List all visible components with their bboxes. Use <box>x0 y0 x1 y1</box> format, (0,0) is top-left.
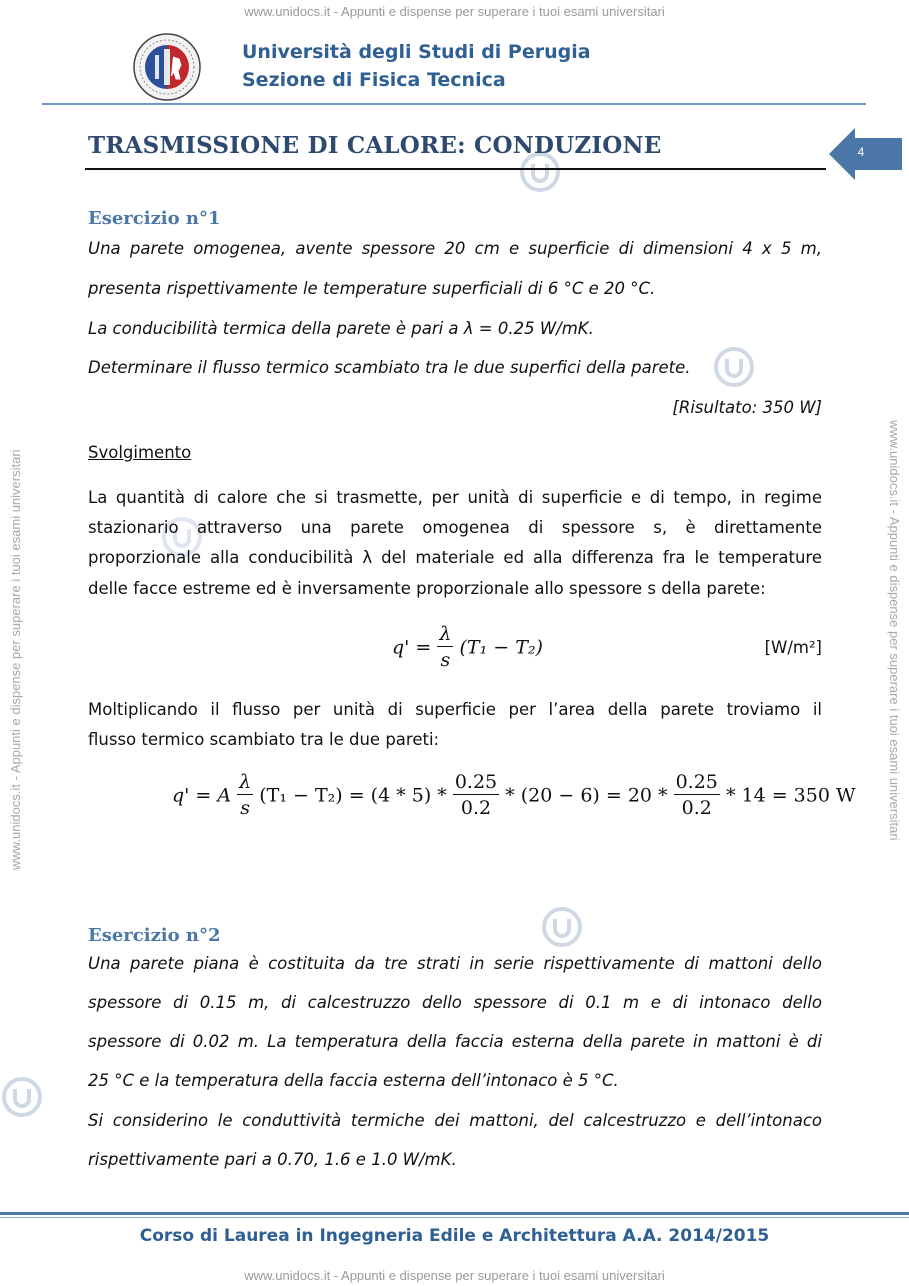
exercise2-line: rispettivamente pari a 0.70, 1.6 e 1.0 W/mK. <box>88 1150 457 1169</box>
page-title: TRASMISSIONE DI CALORE: CONDUZIONE <box>88 132 662 159</box>
page-number: 4 <box>857 145 865 159</box>
paragraph-line: stazionario attraverso una parete omogenea di spessore s, è direttamente <box>88 518 822 537</box>
exercise1-line: presenta rispettivamente le temperature superficiali di 6 °C e 20 °C. <box>88 279 656 298</box>
university-header <box>242 38 591 94</box>
watermark-logo-icon <box>540 905 584 949</box>
exercise2-line: spessore di 0.02 m. La temperatura della faccia esterna della parete in mattoni è di <box>88 1032 822 1051</box>
course-footer: Corso di Laurea in Ingegneria Edile e Architettura A.A. 2014/2015 <box>139 1226 770 1246</box>
paragraph-line: delle facce estreme ed è inversamente proporzionale allo spessore s della parete: <box>88 579 766 598</box>
exercise2-heading: Esercizio n°2 <box>88 925 221 946</box>
formula-heat-flux: q' = $\frac{\lambda}{s}$ (T₁ − T₂) <box>392 623 543 671</box>
watermark-bottom: www.unidocs.it - Appunti e dispense per superare i tuoi esami universitari <box>244 1268 665 1283</box>
exercise2-line: Si considerino le conduttività termiche dei mattoni, del calcestruzzo e dell’intonaco <box>88 1111 822 1130</box>
paragraph-line: proporzionale alla conducibilità λ del materiale ed alla differenza fra le temperature <box>88 548 822 567</box>
footer-rule-thin <box>0 1217 909 1218</box>
exercise1-heading: Esercizio n°1 <box>88 208 221 229</box>
paragraph-line: flusso termico scambiato tra le due pareti: <box>88 730 440 749</box>
exercise1-result: [Risultato: 350 W] <box>672 398 822 417</box>
exercise2-line: 25 °C e la temperatura della faccia esterna dell’intonaco è 5 °C. <box>88 1071 619 1090</box>
formula-total-flux: q' = A $\frac{\lambda}{s}$ (T₁ − T₂) = (4 * 5) * $\frac{0.25}{0.2}$ * (20 − 6) = 20 * $\frac{0.25}{0.2}$ * 14 = 350 W <box>172 771 856 819</box>
exercise2-line: Una parete piana è costituita da tre strati in serie rispettivamente di mattoni dello <box>88 954 822 973</box>
university-seal-icon <box>133 33 201 101</box>
watermark-left: www.unidocs.it - Appunti e dispense per superare i tuoi esami universitari <box>8 449 23 870</box>
section-name: Sezione di Fisica Tecnica <box>242 69 506 91</box>
university-name: Università degli Studi di Perugia <box>242 41 591 63</box>
watermark-top: www.unidocs.it - Appunti e dispense per superare i tuoi esami universitari <box>244 4 665 19</box>
watermark-logo-icon <box>712 345 756 389</box>
watermark-right: www.unidocs.it - Appunti e dispense per superare i tuoi esami universitari <box>887 420 902 841</box>
paragraph-line: La quantità di calore che si trasmette, per unità di superficie e di tempo, in regime <box>88 488 822 507</box>
exercise1-line: Determinare il flusso termico scambiato tra le due superfici della parete. <box>88 358 691 377</box>
paragraph-line: Moltiplicando il flusso per unità di superficie per l’area della parete troviamo il <box>88 700 822 719</box>
header-rule <box>42 103 866 105</box>
formula-unit: [W/m²] <box>764 638 822 657</box>
exercise1-line: Una parete omogenea, avente spessore 20 cm e superficie di dimensioni 4 x 5 m, <box>88 239 822 258</box>
solution-heading: Svolgimento <box>88 443 192 462</box>
exercise1-line: La conducibilità termica della parete è pari a λ = 0.25 W/mK. <box>88 319 594 338</box>
footer-rule <box>0 1212 909 1215</box>
exercise2-line: spessore di 0.15 m, di calcestruzzo dello spessore di 0.1 m e di intonaco dello <box>88 993 822 1012</box>
title-underline <box>85 168 826 170</box>
watermark-logo-icon <box>0 1075 44 1119</box>
